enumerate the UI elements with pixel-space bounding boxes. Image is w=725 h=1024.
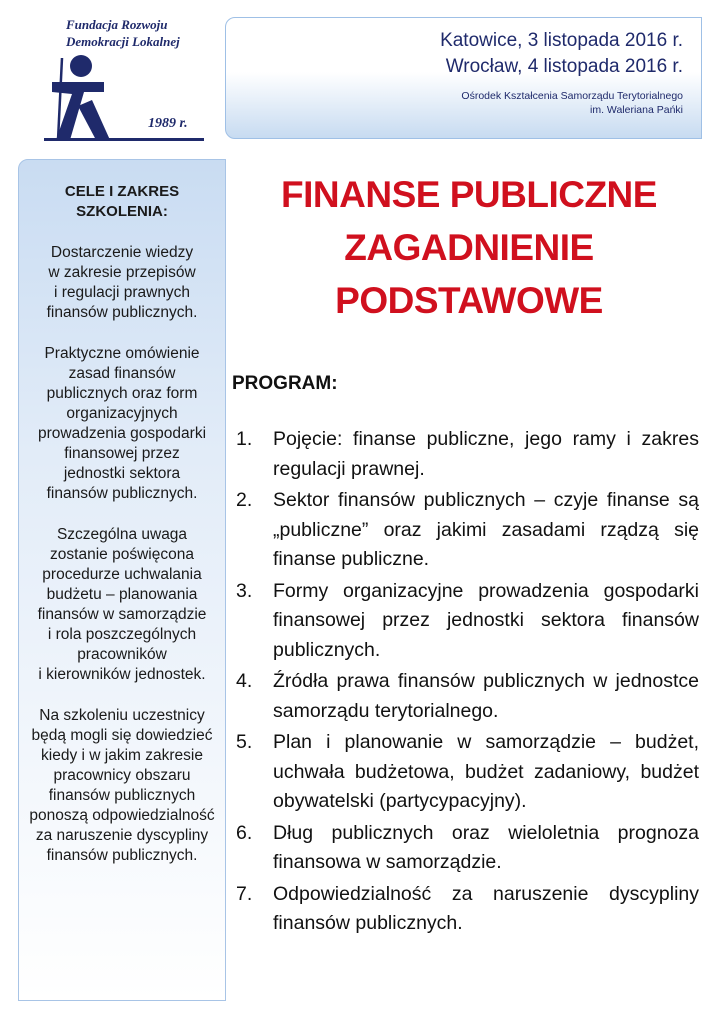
sidebar-line: publicznych oraz form (46, 385, 198, 402)
sidebar-line: pracowników (77, 646, 167, 663)
sidebar-line: Praktyczne omówienie (44, 345, 200, 362)
program-list (236, 425, 699, 941)
program-item-3 (236, 577, 699, 666)
sidebar-line: pracownicy obszaru (53, 767, 191, 784)
program-item-5 (236, 728, 699, 817)
sidebar-line: finansów publicznych (48, 787, 196, 804)
logo-year: 1989 r. (148, 116, 188, 131)
sidebar-line: kiedy i w jakim zakresie (41, 747, 203, 764)
program-item-text: Plan i planowanie w samorządzie – budżet, uchwała budżetowa, budżet zadaniowy, budżet obywatelski (partycypacyjny). (273, 731, 699, 812)
document-title (232, 168, 706, 327)
sidebar-line: finansowej przez (64, 445, 180, 462)
sidebar-goals (18, 159, 226, 1001)
title-line-3: PODSTAWOWE (335, 280, 603, 321)
logo-name-line2: Demokracji Lokalnej (66, 34, 180, 49)
program-item-number: 7. (236, 882, 253, 905)
person-figure-icon (48, 52, 128, 144)
sidebar-line: jednostki sektora (63, 465, 181, 482)
program-item-number: 3. (236, 579, 253, 602)
sidebar-line: w zakresie przepisów (48, 264, 196, 281)
header-org-line1: Ośrodek Kształcenia Samorządu Terytorialnego (461, 90, 683, 102)
program-item-number: 5. (236, 731, 253, 753)
sidebar-title (19, 182, 225, 222)
logo-name (66, 16, 216, 50)
sidebar-line: finansów publicznych. (46, 847, 198, 864)
program-item-text: Pojęcie: finanse publiczne, jego ramy i zakres regulacji prawnej. (273, 428, 699, 480)
sidebar-line: procedurze uchwalania (42, 566, 202, 583)
sidebar-line: budżetu – planowania (46, 586, 198, 603)
sidebar-line: Szczególna uwaga (56, 526, 188, 543)
sidebar-line: będą mogli się dowiedzieć (31, 727, 213, 744)
sidebar-line: zostanie poświęcona (50, 546, 194, 563)
header-org-line2: im. Waleriana Pańki (590, 104, 683, 116)
title-line-2: ZAGADNIENIE (344, 227, 594, 268)
sidebar-line: i regulacji prawnych (53, 284, 191, 301)
sidebar-line: Dostarczenie wiedzy (50, 244, 194, 261)
sidebar-line: Na szkoleniu uczestnicy (39, 707, 205, 724)
sidebar-line: finansów w samorządzie (37, 606, 207, 623)
sidebar-line: i rola poszczególnych (47, 626, 197, 643)
program-item-1 (236, 425, 699, 484)
program-item-text: Źródła prawa finansów publicznych w jednostce samorządu terytorialnego. (273, 670, 699, 722)
sidebar-title-line2: SZKOLENIA: (76, 203, 168, 220)
logo-name-line1: Fundacja Rozwoju (66, 17, 168, 32)
sidebar-line: i kierowników jednostek. (38, 666, 206, 683)
title-line-1: FINANSE PUBLICZNE (281, 174, 657, 215)
header-date-katowice: Katowice, 3 listopada 2016 r. (440, 30, 683, 51)
sidebar-line: ponoszą odpowiedzialność (29, 807, 215, 824)
sidebar-paragraph-3 (19, 525, 225, 685)
program-item-number: 2. (236, 489, 253, 511)
sidebar-line: za naruszenie dyscypliny (35, 827, 209, 844)
sidebar-paragraph-4 (19, 706, 225, 866)
program-item-text: Formy organizacyjne prowadzenia gospodarki finansowej przez jednostki sektora finansów publicznych. (273, 579, 699, 661)
program-item-number: 6. (236, 821, 253, 844)
program-item-text: Sektor finansów publicznych – czyje finanse są „publiczne” oraz jakimi zasadami rządzą się finanse publiczne. (273, 489, 699, 570)
program-item-2 (236, 486, 699, 575)
program-item-text: Dług publicznych oraz wieloletnia prognoza finansowa w samorządzie. (273, 821, 699, 873)
program-item-7 (236, 880, 699, 939)
program-item-6 (236, 819, 699, 878)
sidebar-paragraph-2 (19, 344, 225, 504)
program-item-text: Odpowiedzialność za naruszenie dyscypliny finansów publicznych. (273, 882, 699, 934)
header-date-wroclaw: Wrocław, 4 listopada 2016 r. (445, 56, 683, 77)
sidebar-line: prowadzenia gospodarki (37, 425, 207, 442)
program-item-4 (236, 667, 699, 726)
sidebar-line: zasad finansów (68, 365, 176, 382)
program-heading: PROGRAM: (232, 373, 338, 394)
sidebar-line: finansów publicznych. (46, 304, 198, 321)
sidebar-title-line1: CELE I ZAKRES (64, 183, 180, 200)
sidebar-line: organizacyjnych (66, 405, 178, 422)
sidebar-line: finansów publicznych. (46, 485, 198, 502)
header-box (225, 17, 702, 139)
foundation-logo (44, 14, 214, 144)
sidebar-paragraph-1 (19, 243, 225, 323)
program-item-number: 1. (236, 428, 253, 450)
logo-divider (44, 138, 204, 141)
program-item-number: 4. (236, 670, 253, 692)
